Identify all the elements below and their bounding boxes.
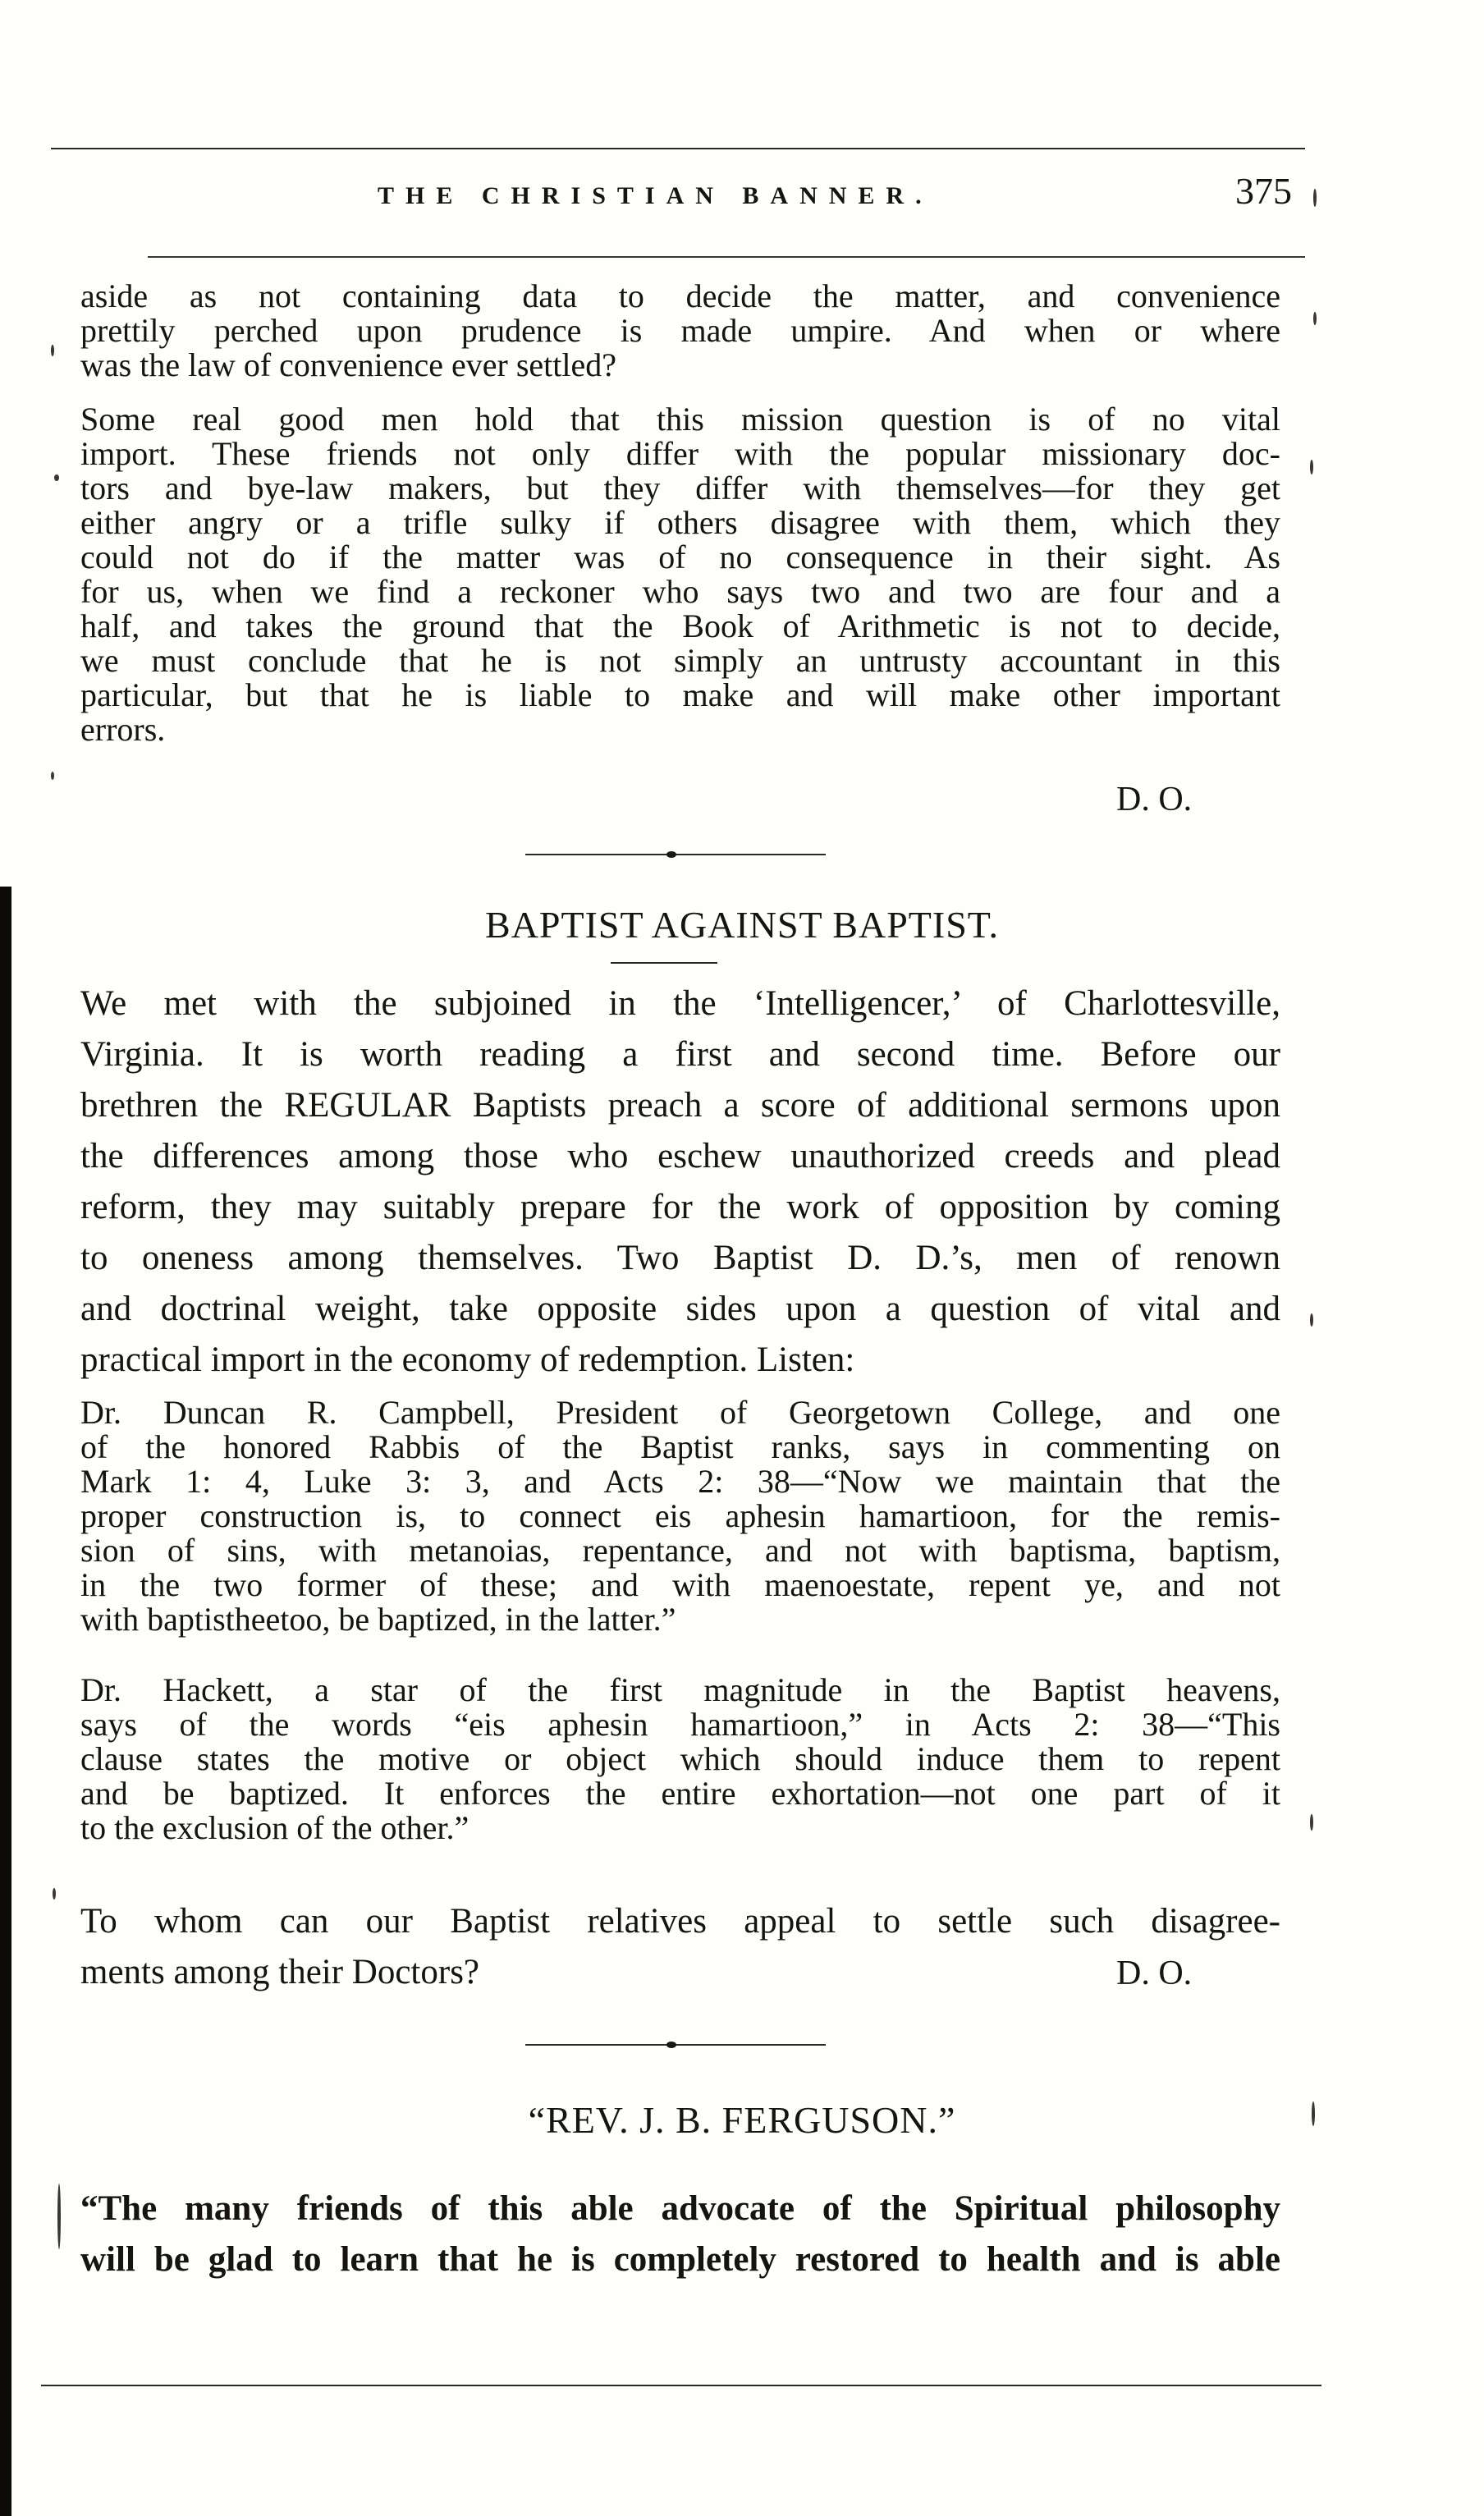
text-line: we must conclude that he is not simply an untrusty accountant in this bbox=[80, 642, 1280, 679]
title-rule bbox=[611, 962, 717, 964]
text-line: We met with the subjoined in the ‘Intelligencer,’ of Charlottesville, bbox=[80, 984, 1280, 1023]
signature: D. O. bbox=[1116, 781, 1193, 818]
text-line: tors and bye-law makers, but they differ with themselves—for they get bbox=[80, 470, 1280, 506]
text-line: aside as not containing data to decide the matter, and convenience bbox=[80, 277, 1280, 314]
text-line: in the two former of these; and with maenoestate, repent ye, and not bbox=[80, 1566, 1280, 1603]
text-line: to oneness among themselves. Two Baptist D. D.’s, men of renown bbox=[80, 1239, 1280, 1277]
bottom-border-rule bbox=[41, 2385, 1321, 2386]
text-line: clause states the motive or object which should induce them to repent bbox=[80, 1740, 1280, 1777]
signature: D. O. bbox=[1116, 1955, 1193, 1992]
text-line: Virginia. It is worth reading a first and second time. Before our bbox=[80, 1035, 1280, 1074]
margin-speck bbox=[1310, 1313, 1313, 1327]
text-line: sion of sins, with metanoias, repentance, and not with baptisma, baptism, bbox=[80, 1532, 1280, 1569]
text-line: and doctrinal weight, take opposite sides upon a question of vital and bbox=[80, 1290, 1280, 1328]
text-line: could not do if the matter was of no consequence in their sight. As bbox=[80, 538, 1280, 575]
margin-speck bbox=[1310, 1814, 1313, 1831]
text-line: to the exclusion of the other.” bbox=[80, 1809, 469, 1846]
text-line: for us, when we find a reckoner who says two and two are four and a bbox=[80, 573, 1280, 610]
running-head: THE CHRISTIAN BANNER. bbox=[378, 182, 933, 209]
text-line: prettily perched upon prudence is made umpire. And when or where bbox=[80, 312, 1280, 349]
section-title: BAPTIST AGAINST BAPTIST. bbox=[485, 904, 999, 946]
text-line: errors. bbox=[80, 711, 166, 748]
text-line: Mark 1: 4, Luke 3: 3, and Acts 2: 38—“Now we maintain that the bbox=[80, 1463, 1280, 1500]
margin-speck bbox=[53, 1888, 56, 1900]
margin-speck bbox=[54, 474, 59, 481]
text-line: either angry or a trifle sulky if others disagree with them, which they bbox=[80, 504, 1280, 541]
top-border-rule bbox=[51, 148, 1305, 149]
text-line: practical import in the economy of redemption. Listen: bbox=[80, 1340, 855, 1379]
page-number: 375 bbox=[1235, 170, 1292, 212]
text-line: “The many friends of this able advocate of the Spiritual philosophy bbox=[80, 2189, 1280, 2228]
section2-closing bbox=[80, 1896, 1280, 1998]
text-line: Some real good men hold that this mission question is of no vital bbox=[80, 401, 1280, 438]
text-line: was the law of convenience ever settled? bbox=[80, 346, 617, 383]
text-line: Dr. Duncan R. Campbell, President of Georgetown College, and one bbox=[80, 1394, 1280, 1431]
separator-ornament bbox=[666, 2042, 676, 2048]
text-line: reform, they may suitably prepare for the work of opposition by coming bbox=[80, 1188, 1280, 1226]
text-line: says of the words “eis aphesin hamartioon,” in Acts 2: 38—“This bbox=[80, 1706, 1280, 1743]
separator-ornament bbox=[666, 851, 676, 858]
text-line: with baptistheetoo, be baptized, in the latter.” bbox=[80, 1601, 676, 1638]
text-line: will be glad to learn that he is completely restored to health and is able bbox=[80, 2240, 1280, 2279]
text-line: of the honored Rabbis of the Baptist ranks, says in commenting on bbox=[80, 1428, 1280, 1465]
section2-intro bbox=[80, 978, 1280, 1386]
header-underline-rule bbox=[148, 256, 1305, 258]
section1-paragraph-1 bbox=[80, 279, 1280, 383]
section3-paragraph bbox=[80, 2184, 1280, 2285]
section2-quote-1 bbox=[80, 1395, 1280, 1637]
margin-speck bbox=[51, 345, 54, 356]
text-line: Dr. Hackett, a star of the first magnitude in the Baptist heavens, bbox=[80, 1671, 1280, 1708]
text-line: brethren the REGULAR Baptists preach a score of additional sermons upon bbox=[80, 1086, 1280, 1125]
section-title: “REV. J. B. FERGUSON.” bbox=[528, 2099, 956, 2141]
text-line: To whom can our Baptist relatives appeal to settle such disagree- bbox=[80, 1902, 1280, 1941]
text-line: particular, but that he is liable to make and will make other important bbox=[80, 676, 1280, 713]
text-line: half, and takes the ground that the Book of Arithmetic is not to decide, bbox=[80, 607, 1280, 644]
section2-quote-2 bbox=[80, 1673, 1280, 1845]
text-line: import. These friends not only differ with the popular missionary doc- bbox=[80, 435, 1280, 472]
margin-speck bbox=[1310, 460, 1313, 474]
margin-speck bbox=[51, 772, 54, 780]
text-line: proper construction is, to connect eis aphesin hamartioon, for the remis- bbox=[80, 1497, 1280, 1534]
margin-speck bbox=[57, 2184, 61, 2249]
margin-speck bbox=[1313, 189, 1317, 207]
margin-speck bbox=[1313, 312, 1317, 325]
text-line: ments among their Doctors? bbox=[80, 1953, 480, 1991]
section1-paragraph-2 bbox=[80, 402, 1280, 747]
left-scan-edge bbox=[0, 887, 11, 2516]
text-line: and be baptized. It enforces the entire exhortation—not one part of it bbox=[80, 1775, 1280, 1812]
text-line: the differences among those who eschew unauthorized creeds and plead bbox=[80, 1137, 1280, 1176]
